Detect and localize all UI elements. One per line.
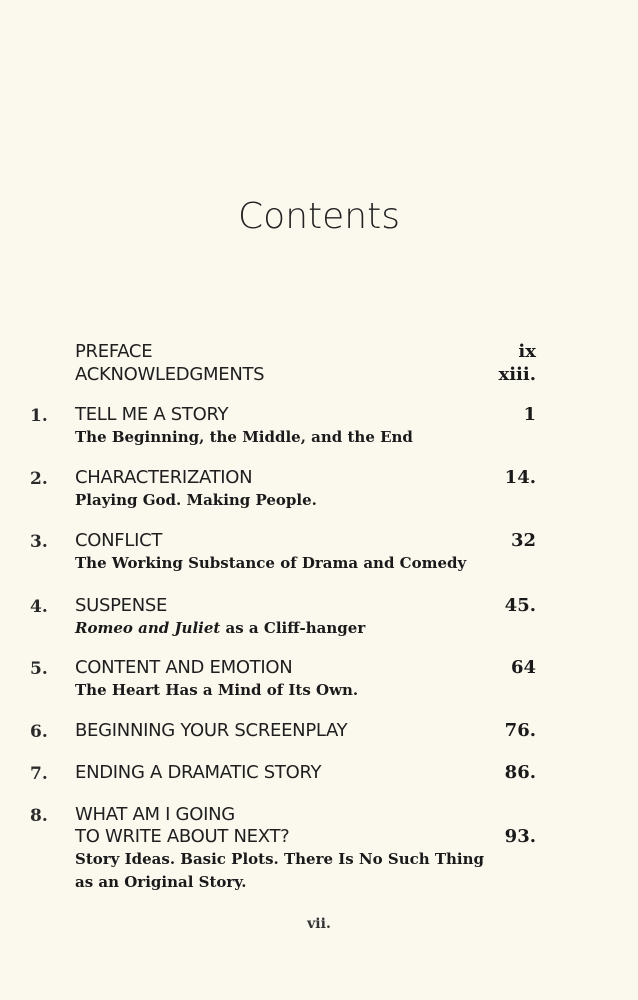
chapter-title: TELL ME A STORY (75, 404, 229, 425)
chapter-title-line1: WHAT AM I GOING (75, 804, 235, 825)
chapter-subtitle: The Beginning, the Middle, and the End (75, 428, 413, 446)
chapter-title: ENDING A DRAMATIC STORY (75, 762, 322, 783)
page-number-footer: vii. (307, 916, 331, 932)
chapter-subtitle-rest: as a Cliff-hanger (220, 619, 366, 637)
chapter-number: 2. (30, 469, 48, 489)
chapter-title: CHARACTERIZATION (75, 467, 253, 488)
toc-entry-preface: PREFACE (75, 341, 153, 362)
toc-page-preface: ix (518, 341, 536, 362)
chapter-number: 7. (30, 764, 48, 784)
chapter-title: CONFLICT (75, 530, 163, 551)
toc-entry-acknowledgments: ACKNOWLEDGMENTS (75, 364, 265, 385)
chapter-title-line2: TO WRITE ABOUT NEXT? (75, 826, 290, 847)
chapter-title: BEGINNING YOUR SCREENPLAY (75, 720, 348, 741)
chapter-number: 5. (30, 659, 48, 679)
chapter-page: 86. (504, 762, 536, 783)
chapter-title: CONTENT AND EMOTION (75, 657, 293, 678)
chapter-page: 45. (504, 595, 536, 616)
page-title: Contents (238, 196, 400, 237)
chapter-number: 1. (30, 406, 48, 426)
chapter-subtitle-line1: Story Ideas. Basic Plots. There Is No Such Thing (75, 850, 485, 868)
chapter-subtitle-italic: Romeo and Juliet (75, 619, 221, 637)
chapter-number: 4. (30, 597, 48, 617)
chapter-subtitle: Playing God. Making People. (75, 491, 317, 509)
chapter-subtitle-line2: as an Original Story. (75, 873, 247, 891)
chapter-subtitle: The Working Substance of Drama and Comedy (75, 554, 467, 572)
chapter-number: 8. (30, 806, 48, 826)
chapter-page: 14. (504, 467, 536, 488)
chapter-page: 93. (504, 826, 536, 847)
toc-page-acknowledgments: xiii. (498, 364, 536, 385)
chapter-page: 32 (510, 530, 536, 551)
chapter-subtitle (75, 619, 365, 637)
chapter-title: SUSPENSE (75, 595, 168, 616)
chapter-number: 6. (30, 722, 48, 742)
chapter-page: 64 (510, 657, 536, 678)
chapter-page: 76. (504, 720, 536, 741)
chapter-page: 1 (523, 404, 536, 425)
chapter-number: 3. (30, 532, 48, 552)
chapter-subtitle: The Heart Has a Mind of Its Own. (75, 681, 359, 699)
